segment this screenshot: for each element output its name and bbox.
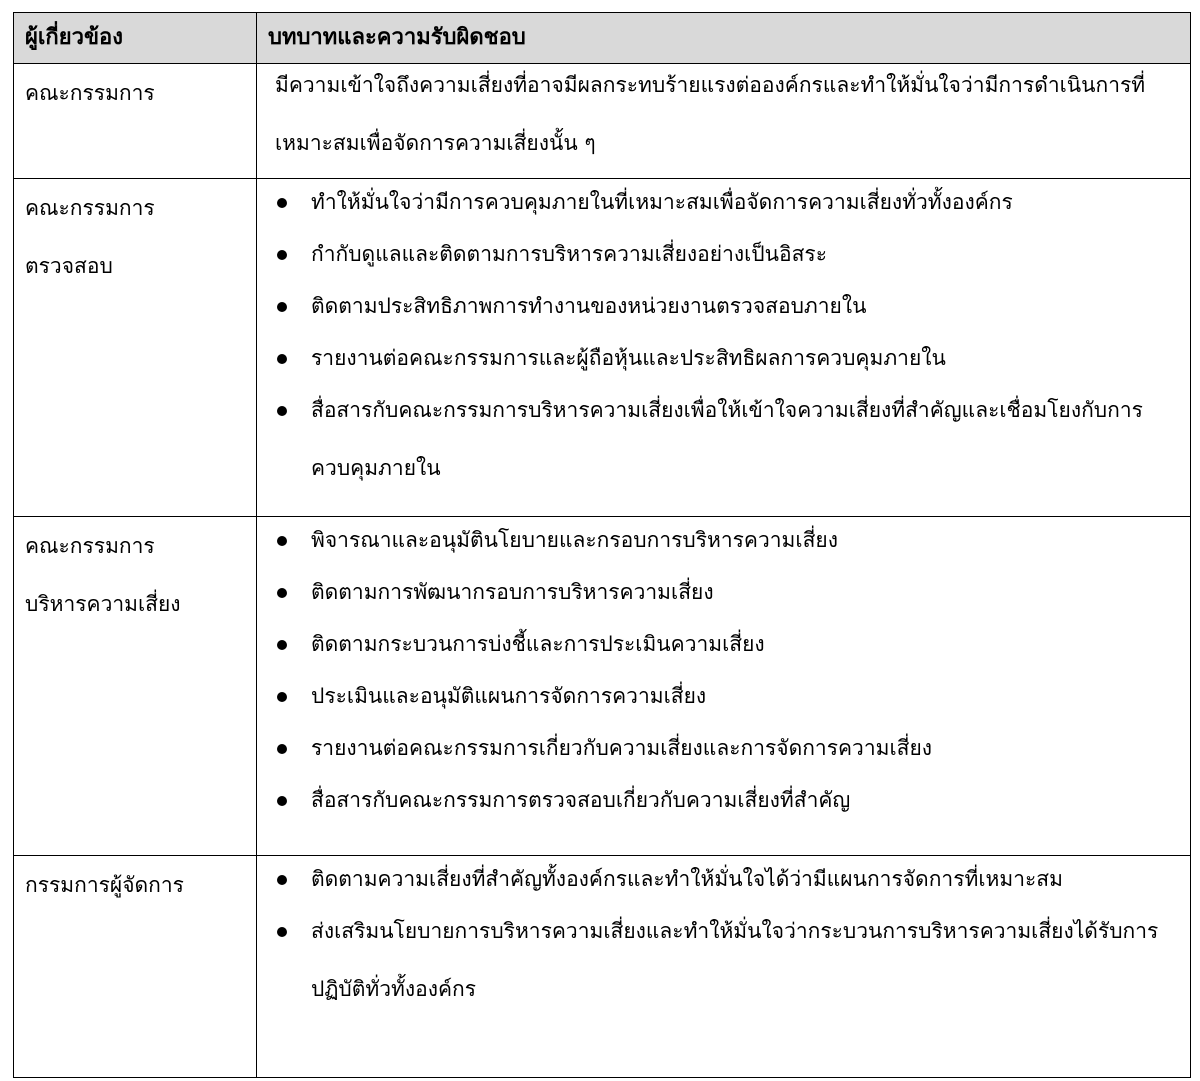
header-stakeholder: ผู้เกี่ยวข้อง [14,13,257,64]
stakeholder-name: คณะกรรมการ [25,196,155,220]
responsibility-cell [257,856,1191,1078]
list-item: สื่อสารกับคณะกรรมการบริหารความเสี่ยงเพื่อให้เข้าใจความเสี่ยงที่สำคัญและเชื่อมโยงกับการควบคุมภายใน [275,381,1180,497]
stakeholder-name: บริหารความเสี่ยง [25,592,181,616]
stakeholder-cell [14,64,257,179]
table-row [14,64,1191,179]
list-item: ติดตามประสิทธิภาพการทำงานของหน่วยงานตรวจสอบภายใน [275,277,1180,335]
list-item: ติดตามการพัฒนากรอบการบริหารความเสี่ยง [275,563,1180,621]
stakeholder-cell [14,179,257,517]
list-item: รายงานต่อคณะกรรมการและผู้ถือหุ้นและประสิทธิผลการควบคุมภายใน [275,329,1180,387]
stakeholder-name: คณะกรรมการ [25,81,155,105]
list-item: กำกับดูแลและติดตามการบริหารความเสี่ยงอย่างเป็นอิสระ [275,225,1180,283]
responsibility-cell [257,179,1191,517]
responsibility-list [257,517,1190,835]
header-responsibility: บทบาทและความรับผิดชอบ [257,13,1191,64]
roles-table [13,12,1191,1078]
stakeholder-name: กรรมการผู้จัดการ [25,873,184,897]
list-item: รายงานต่อคณะกรรมการเกี่ยวกับความเสี่ยงและการจัดการความเสี่ยง [275,719,1180,777]
list-item: ส่งเสริมนโยบายการบริหารความเสี่ยงและทำให้มั่นใจว่ากระบวนการบริหารความเสี่ยงได้รับการปฏิบัติทั่วทั้งองค์กร [275,902,1180,1018]
responsibility-cell [257,517,1191,856]
stakeholder-name: คณะกรรมการ [25,534,155,558]
responsibility-list [257,856,1190,1024]
list-item: ทำให้มั่นใจว่ามีการควบคุมภายในที่เหมาะสมเพื่อจัดการความเสี่ยงทั่วทั้งองค์กร [275,173,1180,231]
list-item: ติดตามกระบวนการบ่งชี้และการประเมินความเสี่ยง [275,615,1180,673]
responsibility-cell [257,64,1191,179]
table-row [14,179,1191,517]
list-item: สื่อสารกับคณะกรรมการตรวจสอบเกี่ยวกับความเสี่ยงที่สำคัญ [275,771,1180,829]
table-row [14,517,1191,856]
stakeholder-cell [14,856,257,1078]
table-row [14,856,1191,1078]
list-item: ประเมินและอนุมัติแผนการจัดการความเสี่ยง [275,667,1180,725]
list-item: ติดตามความเสี่ยงที่สำคัญทั้งองค์กรและทำให้มั่นใจได้ว่ามีแผนการจัดการที่เหมาะสม [275,850,1180,908]
responsibility-list [257,179,1190,503]
stakeholder-cell [14,517,257,856]
stakeholder-name: ตรวจสอบ [25,254,113,278]
list-item: พิจารณาและอนุมัตินโยบายและกรอบการบริหารความเสี่ยง [275,511,1180,569]
responsibility-paragraph: มีความเข้าใจถึงความเสี่ยงที่อาจมีผลกระทบร้ายแรงต่อองค์กรและทำให้มั่นใจว่ามีการดำเนินการที่เหมาะสมเพื่อจัดการความเสี่ยงนั้น ๆ [275,73,1146,155]
